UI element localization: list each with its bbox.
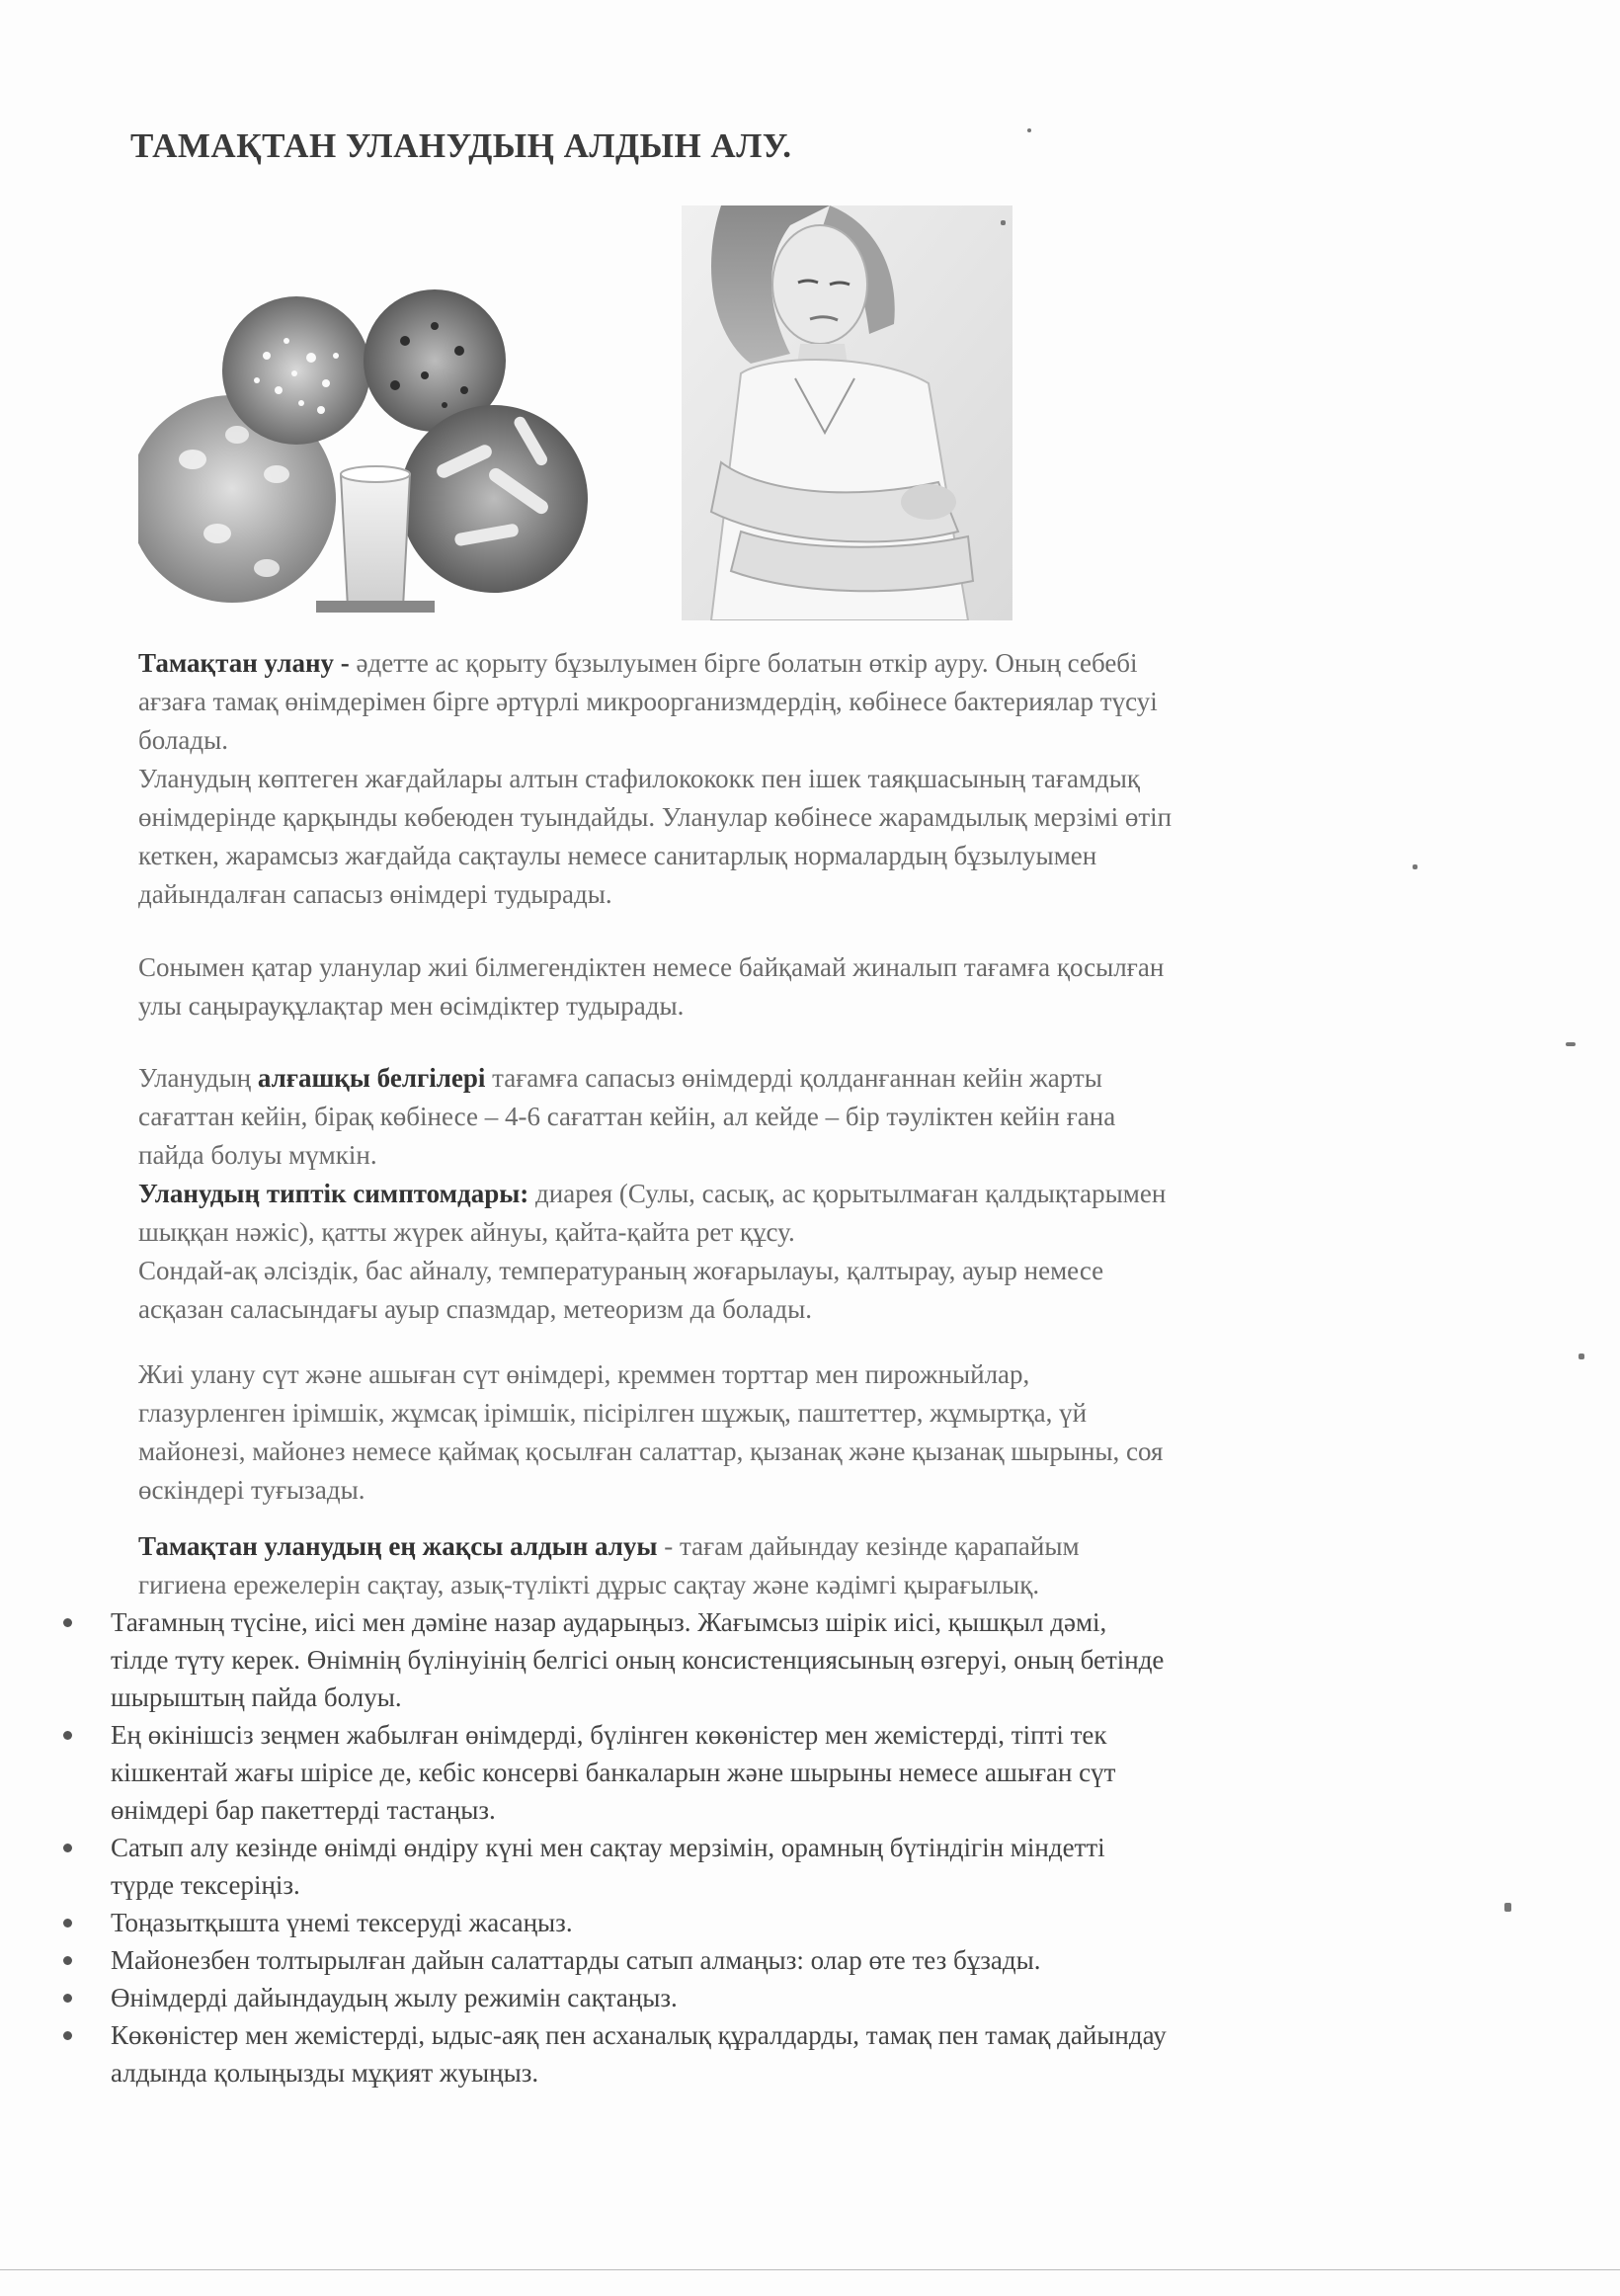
list-item-line: шырыштың пайда болуы. — [111, 1682, 402, 1712]
list-item-line: Өнімдерді дайындаудың жылу режимін сақтаңыз. — [111, 1983, 678, 2012]
scan-speck — [1413, 864, 1418, 869]
list-item — [59, 1716, 1462, 1829]
text-span: тағамға сапасыз өнімдерді қолданғаннан кейін жарты — [485, 1063, 1102, 1093]
paragraph-line: дайындалған сапасыз өнімдері тудырады. — [138, 879, 612, 909]
paragraph-line: шыққан нәжіс), қатты жүрек айнуы, қайта-қайта рет құсу. — [138, 1217, 795, 1247]
paragraph-symptoms — [138, 1059, 1442, 1329]
scan-speck — [1579, 1353, 1584, 1359]
typical-symptoms-bold: Уланудың типтік симптомдары: — [138, 1179, 529, 1208]
paragraph-risky-foods — [138, 1355, 1442, 1510]
paragraph-line: пайда болуы мүмкін. — [138, 1140, 377, 1170]
paragraph-line: Жиі улану сүт және ашыған сүт өнімдері, креммен торттар мен пирожныйлар, — [138, 1359, 1030, 1389]
list-item — [59, 1603, 1462, 1716]
paragraph-line: асқазан саласындағы ауыр спазмдар, метеоризм да болады. — [138, 1294, 813, 1324]
bullet-icon — [63, 2031, 72, 2040]
paragraph-line: ағзаға тамақ өнімдерімен бірге әртүрлі микроорганизмдердің, көбінесе бактериялар түсуі — [138, 687, 1158, 716]
paragraph-line: болады. — [138, 725, 228, 755]
list-item — [59, 2016, 1462, 2091]
first-signs-bold: алғашқы белгілері — [257, 1063, 486, 1093]
paragraph-line: улы саңырауқұлақтар мен өсімдіктер тудырады. — [138, 991, 685, 1021]
paragraph-line: өскіндері туғызады. — [138, 1475, 365, 1505]
paragraph-line — [138, 1527, 1442, 1566]
paragraph-line: Сонымен қатар уланулар жиі білмегендіктен немесе байқамай жиналып тағамға қосылған — [138, 952, 1165, 982]
list-item — [59, 1941, 1462, 1979]
scan-speck — [1027, 128, 1031, 132]
paragraph-line — [138, 1059, 1442, 1098]
bullet-icon — [63, 1731, 72, 1740]
list-item — [59, 1904, 1462, 1941]
list-item-line: өнімдері бар пакеттерді тастаңыз. — [111, 1795, 496, 1825]
paragraph-line: өнімдерінде қарқынды көбеюден туындайды. Уланулар көбінесе жарамдылық мерзімі өтіп — [138, 802, 1173, 832]
best-prevention-bold: Тамақтан уланудың ең жақсы алдын алуы — [138, 1531, 658, 1561]
scan-edge-line — [0, 2269, 1620, 2270]
scan-speck — [1504, 1903, 1511, 1912]
paragraph-line: глазурленген ірімшік, жұмсақ ірімшік, пісірілген шұжық, паштеттер, жұмыртқа, үй — [138, 1398, 1088, 1428]
paragraph-poisonous-plants — [138, 948, 1442, 1025]
list-item-line: түрде тексеріңіз. — [111, 1870, 300, 1900]
list-item-line: кішкентай жағы шірісе де, кебіс консерві банкаларын және шырыны немесе ашыған сүт — [111, 1758, 1116, 1787]
paragraph-line: сағаттан кейін, бірақ көбінесе – 4-6 сағаттан кейін, ал кейде – бір тәуліктен кейін ғана — [138, 1102, 1116, 1131]
list-item — [59, 1829, 1462, 1904]
list-item-line: Сатып алу кезінде өнімді өндіру күні мен сақтау мерзімін, орамның бүтіндігін міндетті — [111, 1833, 1105, 1862]
paragraph-definition — [138, 644, 1442, 914]
scan-speck — [1566, 1042, 1576, 1046]
paragraph-line: гигиена ережелерін сақтау, азық-түлікті дұрыс сақтау және кәдімгі қырағылық. — [138, 1570, 1040, 1599]
paragraph-line — [138, 1175, 1442, 1213]
page-title: ТАМАҚТАН УЛАНУДЫҢ АЛДЫН АЛУ. — [130, 126, 792, 165]
term-bold: Тамақтан улану - — [138, 648, 350, 678]
list-item — [59, 1979, 1462, 2016]
paragraph-line — [138, 644, 1442, 683]
bullet-icon — [63, 1618, 72, 1627]
text-span: әдетте ас қорыту бұзылуымен бірге болатын өткір ауру. Оның себебі — [349, 648, 1138, 678]
bullet-icon — [63, 1919, 72, 1927]
prevention-bullet-list — [59, 1603, 1462, 2091]
paragraph-line: Сондай-ақ әлсіздік, бас айналу, температураның жоғарылауы, қалтырау, ауыр немесе — [138, 1256, 1104, 1285]
list-item-line: Тоңазытқышта үнемі тексеруді жасаңыз. — [111, 1908, 573, 1937]
woman-stomach-ache-image — [682, 205, 1012, 620]
bullet-icon — [63, 1844, 72, 1852]
bullet-icon — [63, 1956, 72, 1965]
paragraph-prevention — [138, 1527, 1442, 1604]
bullet-icon — [63, 1994, 72, 2003]
paragraph-line: Уланудың көптеген жағдайлары алтын стафилокококк пен ішек таяқшасының тағамдық — [138, 764, 1141, 793]
list-item-line: Көкөністер мен жемістерді, ыдыс-аяқ пен асханалық құралдарды, тамақ пен тамақ дайындау — [111, 2020, 1167, 2050]
text-span: - тағам дайындау кезінде қарапайым — [657, 1531, 1080, 1561]
list-item-line: алдында қолыңызды мұқият жуыңыз. — [111, 2058, 539, 2088]
paragraph-line: майонезі, майонез немесе қаймақ қосылған салаттар, қызанақ және қызанақ шырыны, соя — [138, 1436, 1164, 1466]
text-span: Уланудың — [138, 1063, 258, 1093]
list-item-line: Тағамның түсіне, иісі мен дәміне назар аударыңыз. Жағымсыз шірік иісі, қышқыл дәмі, — [111, 1607, 1107, 1637]
text-span: диарея (Сулы, сасық, ас қорытылмаған қалдықтарымен — [528, 1179, 1167, 1208]
list-item-line: Майонезбен толтырылған дайын салаттарды сатып алмаңыз: олар өте тез бұзады. — [111, 1945, 1041, 1975]
paragraph-line: кеткен, жарамсыз жағдайда сақтаулы немесе санитарлық нормалардың бұзылуымен — [138, 841, 1097, 870]
bacteria-collage-image — [138, 287, 593, 613]
list-item-line: тілде түту керек. Өнімнің бүлінуінің белгісі оның консистенциясының өзгеруі, оның бетінде — [111, 1645, 1165, 1675]
list-item-line: Ең өкінішсіз зеңмен жабылған өнімдерді, бүлінген көкөністер мен жемістерді, тіпті тек — [111, 1720, 1107, 1750]
scan-speck — [1001, 220, 1006, 225]
